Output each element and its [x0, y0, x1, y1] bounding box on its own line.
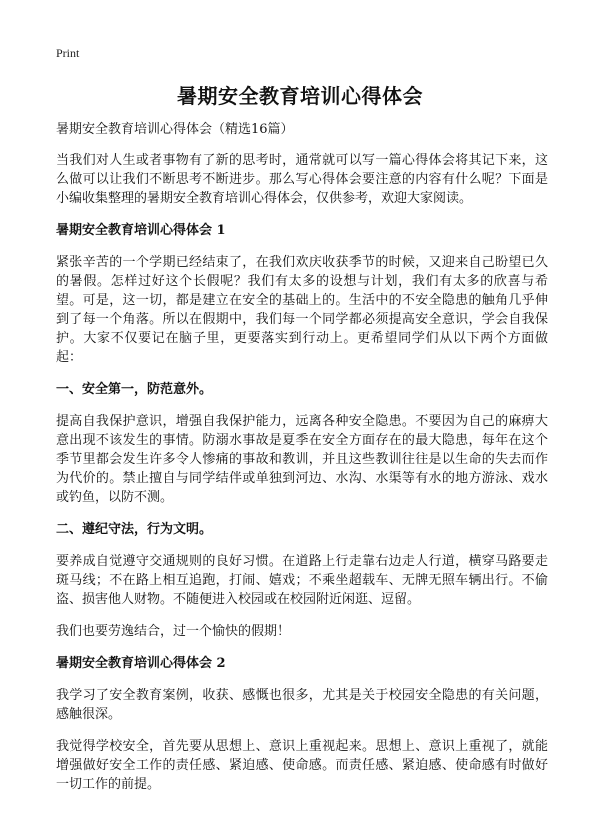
section2-paragraph-1: 我学习了安全教育案例，收获、感慨也很多，尤其是关于校园安全隐患的有关问题，感触很深。 — [56, 688, 548, 722]
closing-paragraph: 我们也要劳逸结合，过一个愉快的假期！ — [56, 624, 291, 639]
print-label[interactable]: Print — [56, 46, 80, 60]
page-title: 暑期安全教育培训心得体会 — [177, 84, 423, 108]
point2-paragraph: 要养成自觉遵守交通规则的良好习惯。在道路上行走靠右边走人行道，横穿马路要走斑马线；不在路上相互追跑，打闹、嬉戏；不乘坐超载车、无牌无照车辆出行。不偷盗、损害他人财物。不随便进入校园或在校园附近闲逛、逗留。 — [56, 554, 548, 607]
document-subtitle: 暑期安全教育培训心得体会（精选16篇） — [56, 122, 294, 137]
document-body — [56, 120, 548, 807]
section1-paragraph-1: 紧张辛苦的一个学期已经结束了，在我们欢庆收获季节的时候，又迎来自己盼望已久的暑假。怎样过好这个长假呢？我们有太多的设想与计划，我们有太多的欣喜与希望。可是，这一切，都是建立在安全的基础上的。生活中的不安全隐患的触角几乎伸到了每一个角落。所以在假期中，我们每一个同学都必须提高安全意识，学会自我保护。大家不仅要记在脑子里，更要落实到行动上。更希望同学们从以下两个方面做起： — [56, 255, 548, 365]
intro-paragraph: 当我们对人生或者事物有了新的思考时，通常就可以写一篇心得体会将其记下来，这么做可以让我们不断思考不断进步。那么写心得体会要注意的内容有什么呢？下面是小编收集整理的暑期安全教育培训心得体会，仅供参考，欢迎大家阅读。 — [56, 153, 548, 206]
point-heading-2: 二、遵纪守法，行为文明。 — [56, 522, 213, 537]
point-heading-1: 一、安全第一，防范意外。 — [56, 382, 213, 397]
section2-paragraph-2: 我觉得学校安全，首先要从思想上、意识上重视起来。思想上、意识上重视了，就能增强做好安全工作的责任感、紧迫感、使命感。而责任感、紧迫感、使命感有时做好一切工作的前提。 — [56, 739, 548, 792]
point1-paragraph: 提高自我保护意识，增强自我保护能力，远离各种安全隐患。不要因为自己的麻痹大意出现不该发生的事情。防溺水事故是夏季在安全方面存在的最大隐患，每年在这个季节里都会发生许多令人惨痛的事故和教训，并且这些教训往往是以生命的失去而作为代价的。禁止擅自与同学结伴或单独到河边、水沟、水渠等有水的地方游泳、戏水或钓鱼，以防不测。 — [56, 414, 548, 505]
section-heading-1: 暑期安全教育培训心得体会 1 — [56, 223, 226, 238]
section-heading-2: 暑期安全教育培训心得体会 2 — [56, 656, 226, 671]
